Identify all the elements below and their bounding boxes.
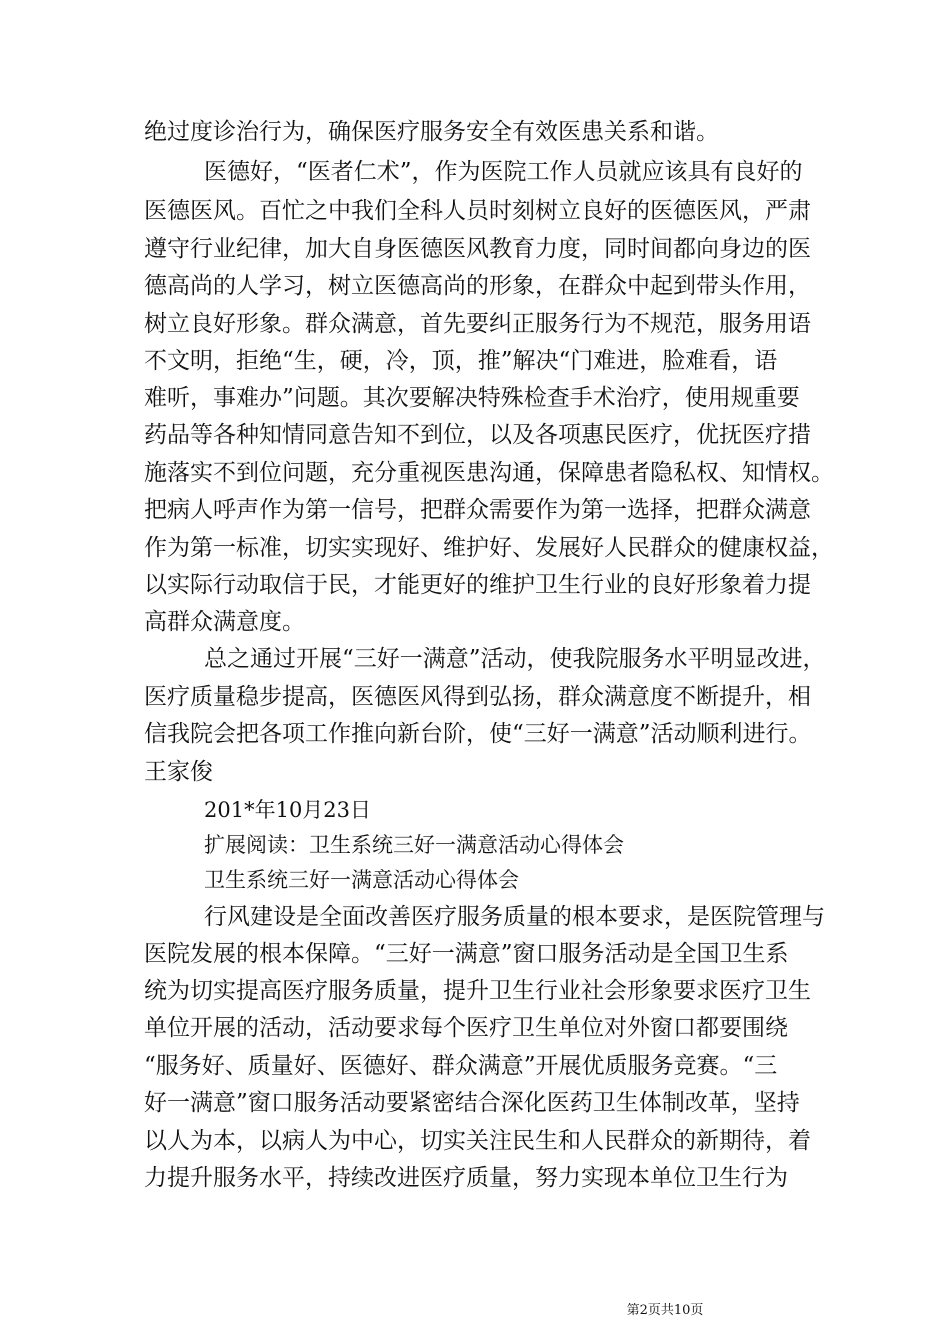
signature-name: 王家俊 [144, 759, 213, 785]
text-line: 不文明，拒绝“生，硬，冷，顶，推”解决“门难进，脸难看，语 [144, 348, 778, 374]
text-line: 德高尚的人学习，树立医德高尚的形象，在群众中起到带头作用， [144, 273, 811, 299]
text-line: 绝过度诊治行为，确保医疗服务安全有效医患关系和谐。 [144, 119, 719, 145]
text-line: 药品等各种知情同意告知不到位，以及各项惠民医疗，优抚医疗措 [144, 422, 811, 448]
text-line: 难听，事难办”问题。其次要解决特殊检查手术治疗，使用规重要 [144, 385, 800, 411]
text-line: 单位开展的活动，活动要求每个医疗卫生单位对外窗口都要围绕 [144, 1015, 788, 1041]
text-line: 力提升服务水平，持续改进医疗质量，努力实现本单位卫生行为 [144, 1165, 788, 1191]
text-line: 医德医风。百忙之中我们全科人员时刻树立良好的医德医风，严肃 [144, 198, 811, 224]
text-line: 作为第一标准，切实实现好、维护好、发展好人民群众的健康权益， [144, 535, 834, 561]
extended-reading-line: 扩展阅读：卫生系统三好一满意活动心得体会 [204, 833, 624, 857]
date-line: 201*年10月23日 [204, 798, 372, 822]
text-line: 好一满意”窗口服务活动要紧密结合深化医药卫生体制改革，坚持 [144, 1090, 800, 1116]
text-line: 以人为本，以病人为中心，切实关注民生和人民群众的新期待，着 [144, 1128, 811, 1154]
text-line: 把病人呼声作为第一信号，把群众需要作为第一选择，把群众满意 [144, 497, 811, 523]
text-line: 医院发展的根本保障。“三好一满意”窗口服务活动是全国卫生系 [144, 941, 789, 967]
page-footer [0, 1303, 950, 1319]
text-line: “服务好、质量好、医德好、群众满意”开展优质服务竞赛。“三 [144, 1053, 778, 1079]
text-line: 树立良好形象。群众满意，首先要纠正服务行为不规范，服务用语 [144, 311, 811, 337]
text-line: 医疗质量稳步提高，医德医风得到弘扬，群众满意度不断提升，相 [144, 684, 811, 710]
text-line: 医德好，“医者仁术”，作为医院工作人员就应该具有良好的 [204, 159, 803, 185]
text-line: 总之通过开展“三好一满意”活动，使我院服务水平明显改进， [204, 646, 826, 672]
text-line: 信我院会把各项工作推向新台阶，使“三好一满意”活动顺利进行。 [144, 721, 812, 747]
text-line: 行风建设是全面改善医疗服务质量的根本要求，是医院管理与 [204, 904, 825, 930]
text-line: 以实际行动取信于民，才能更好的维护卫生行业的良好形象着力提 [144, 572, 811, 598]
text-line: 统为切实提高医疗服务质量，提升卫生行业社会形象要求医疗卫生 [144, 978, 811, 1004]
section-title: 卫生系统三好一满意活动心得体会 [204, 868, 519, 892]
text-line: 遵守行业纪律，加大自身医德医风教育力度，同时间都向身边的医 [144, 236, 811, 262]
text-line: 高群众满意度。 [144, 609, 305, 635]
text-line: 施落实不到位问题，充分重视医患沟通，保障患者隐私权、知情权。 [144, 460, 834, 486]
page-number: 第2页共10页 [626, 1303, 704, 1318]
